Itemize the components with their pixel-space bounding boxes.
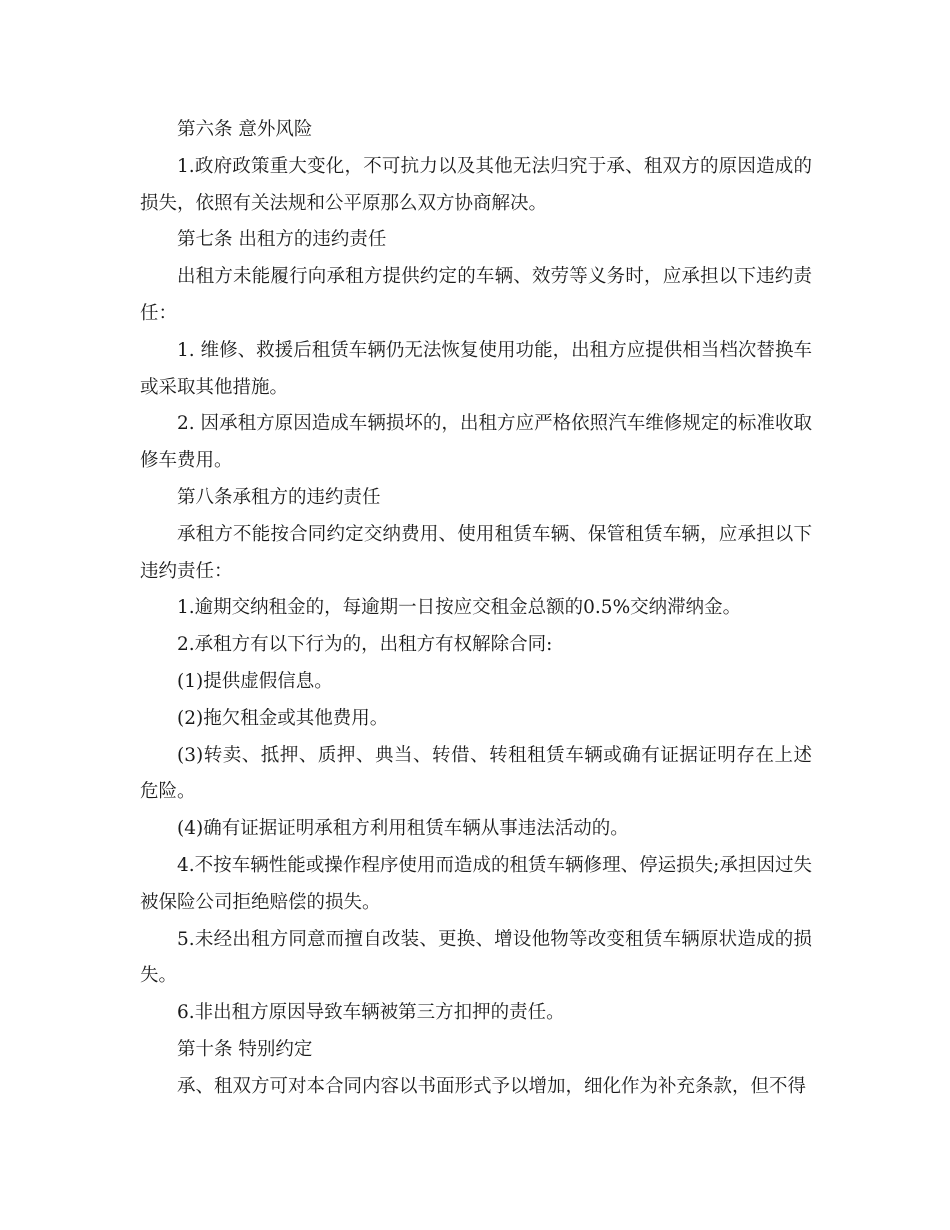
- article-heading-8: 第八条承租方的违约责任: [177, 486, 381, 508]
- paragraph: 承、租双方可对本合同内容以书面形式予以增加，细化作为补充条款，但不得: [177, 1075, 807, 1097]
- paragraph: 2. 因承租方原因造成车辆损坏的，出租方应严格依照汽车维修规定的标准收取修车费用。: [140, 413, 812, 472]
- document-body: [140, 112, 812, 1106]
- article-heading-10: 第十条 特别约定: [177, 1038, 313, 1060]
- paragraph: 出租方未能履行向承租方提供约定的车辆、效劳等义务时，应承担以下违约责任：: [140, 266, 812, 324]
- paragraph: 2.承租方有以下行为的，出租方有权解除合同:: [177, 634, 553, 656]
- list-item: (3)转卖、抵押、质押、典当、转借、转租租赁车辆或确有证据证明存在上述危险。: [140, 744, 812, 803]
- paragraph: 4.不按车辆性能或操作程序使用而造成的租赁车辆修理、停运损失;承担因过失被保险公司拒绝赔偿的损失。: [140, 854, 812, 913]
- list-item: (4)确有证据证明承租方利用租赁车辆从事违法活动的。: [177, 818, 629, 840]
- paragraph: 5.未经出租方同意而擅自改装、更换、增设他物等改变租赁车辆原状造成的损失。: [140, 928, 812, 987]
- paragraph: 承租方不能按合同约定交纳费用、使用租赁车辆、保管租赁车辆，应承担以下违约责任：: [140, 523, 812, 582]
- paragraph: 6.非出租方原因导致车辆被第三方扣押的责任。: [177, 1002, 565, 1024]
- paragraph: 1.逾期交纳租金的，每逾期一日按应交租金总额的0.5%交纳滞纳金。: [177, 597, 742, 619]
- list-item: (1)提供虚假信息。: [177, 670, 333, 692]
- article-heading-6: 第六条 意外风险: [177, 119, 313, 140]
- paragraph: 1.政府政策重大变化，不可抗力以及其他无法归究于承、租双方的原因造成的损失，依照有关法规和公平原那么双方协商解决。: [140, 155, 812, 214]
- list-item: (2)拖欠租金或其他费用。: [177, 707, 389, 729]
- paragraph: 1. 维修、救援后租赁车辆仍无法恢复使用功能，出租方应提供相当档次替换车或采取其他措施。: [140, 339, 812, 398]
- article-heading-7: 第七条 出租方的违约责任: [177, 229, 387, 251]
